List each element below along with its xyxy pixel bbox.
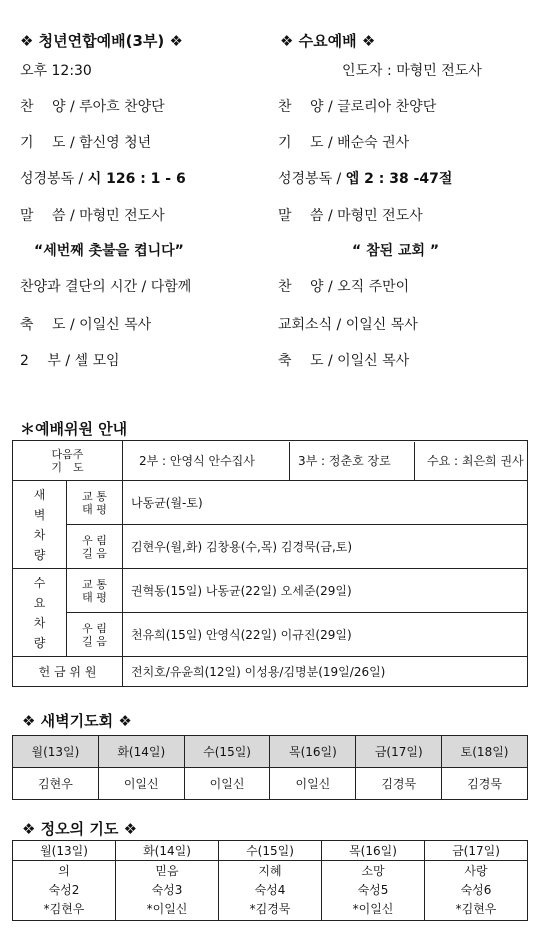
wed-after-1: 찬 양 / 오직 주만이: [278, 279, 410, 295]
noon-virtue: 숙성4: [254, 883, 286, 897]
noon-day: 월(13일): [13, 841, 116, 861]
wed-after-3: 축 도 / 이일신 목사: [278, 353, 410, 369]
noon-cell: [322, 861, 425, 921]
wed-scripture-label: 성경봉독 /: [278, 171, 346, 187]
noon-day: 목(16일): [322, 841, 425, 861]
wed-after-2: 교회소식 / 이일신 목사: [278, 317, 418, 333]
dawn-day: 토(18일): [442, 736, 528, 768]
noon-leader: *김경묵: [249, 902, 291, 916]
dawn-day: 월(13일): [13, 736, 99, 768]
traffic-ch-4: 평: [96, 590, 107, 604]
committee-table: [12, 440, 528, 687]
next-week-wed: 수요 : 최은희 권사: [427, 454, 524, 468]
dawn-label-2: 벽: [33, 507, 46, 522]
noon-cell: [425, 861, 528, 921]
noon-theme: 사랑: [464, 864, 488, 878]
wed-label-2: 요: [33, 595, 46, 610]
wed-leader: 인도자 : 마형민 전도사: [342, 63, 482, 79]
dawn-leader: 이일신: [270, 768, 356, 800]
wed-label-4: 량: [33, 635, 46, 650]
youth-sermon: 말 씀 / 마형민 전도사: [20, 208, 165, 224]
noon-theme: 소망: [361, 864, 385, 878]
noon-cell: [13, 861, 116, 921]
route-ch-4: 음: [96, 634, 107, 648]
route-ch-4: 음: [96, 546, 107, 560]
wed-vehicle-label: [13, 569, 67, 657]
noon-virtue: 숙성5: [357, 883, 389, 897]
dawn-leader: 김현우: [13, 768, 99, 800]
route-ch-1: 우: [82, 621, 93, 635]
wed-scripture-ref: 엡 2 : 38 -47절: [345, 171, 453, 187]
dawn-leader: 이일신: [184, 768, 270, 800]
route-ch-2: 림: [96, 533, 107, 547]
traffic-ch-1: 교: [82, 577, 93, 591]
youth-scripture: [20, 168, 186, 188]
wed-route-label: [67, 613, 123, 657]
youth-sermon-title: “세번째 촛불을 켭니다”: [34, 243, 184, 259]
next-week-label-cell: [13, 441, 123, 481]
noon-day: 금(17일): [425, 841, 528, 861]
dawn-leader: 김경묵: [442, 768, 528, 800]
wed-praise: 찬 양 / 글로리아 찬양단: [278, 99, 437, 115]
dawn-prayer-title: ❖ 새벽기도회 ❖: [22, 712, 132, 730]
next-week-label-1: 다음주: [51, 447, 84, 461]
dawn-leader: 김경묵: [356, 768, 442, 800]
wed-worship-title: ❖ 수요예배 ❖: [280, 32, 376, 50]
noon-day: 수(15일): [219, 841, 322, 861]
noon-cell: [219, 861, 322, 921]
route-ch-1: 우: [82, 533, 93, 547]
dawn-day: 금(17일): [356, 736, 442, 768]
noon-cell: [116, 861, 219, 921]
dawn-label-1: 새: [33, 487, 46, 502]
offering-value: 전치호/유윤희(12일) 이성용/김명분(19일/26일): [123, 657, 528, 687]
next-week-part3: 3부 : 정춘호 장로: [290, 442, 415, 480]
noon-virtue: 숙성2: [48, 883, 80, 897]
dawn-vehicle-label: [13, 481, 67, 569]
route-ch-3: 길: [82, 634, 93, 648]
wed-label-3: 차: [33, 615, 46, 630]
dawn-day: 수(15일): [184, 736, 270, 768]
youth-worship-time: 오후 12:30: [20, 63, 92, 79]
dawn-traffic-label: [67, 481, 123, 525]
wed-label-1: 수: [33, 575, 46, 590]
next-week-label-2: 기 도: [51, 460, 84, 474]
wed-traffic-label: [67, 569, 123, 613]
traffic-ch-3: 태: [82, 590, 93, 604]
wed-prayer: 기 도 / 배순숙 권사: [278, 135, 410, 151]
dawn-route-label: [67, 525, 123, 569]
youth-after-3: 2 부 / 셀 모임: [20, 353, 120, 369]
noon-leader: *이일신: [352, 902, 394, 916]
traffic-ch-2: 통: [96, 577, 107, 591]
wed-route-value: 천유희(15일) 안영식(22일) 이규진(29일): [123, 613, 528, 657]
dawn-label-4: 량: [33, 547, 46, 562]
wed-sermon: 말 씀 / 마형민 전도사: [278, 208, 423, 224]
noon-theme: 의: [58, 864, 70, 878]
wed-scripture: [278, 168, 452, 188]
next-week-prayer-cells: [123, 441, 528, 481]
noon-virtue: 숙성3: [151, 883, 183, 897]
youth-prayer: 기 도 / 함신영 청년: [20, 135, 152, 151]
traffic-ch-4: 평: [96, 502, 107, 516]
noon-theme: 지혜: [258, 864, 282, 878]
youth-worship-title: ❖ 청년연합예배(3부) ❖: [20, 32, 183, 50]
youth-praise: 찬 양 / 루아흐 찬양단: [20, 99, 165, 115]
noon-leader: *김현우: [43, 902, 85, 916]
noon-prayer-table: [12, 840, 528, 921]
youth-scripture-ref: 시 126 : 1 - 6: [87, 171, 186, 187]
dawn-day: 화(14일): [98, 736, 184, 768]
offering-label: 헌 금 위 원: [13, 657, 123, 687]
noon-prayer-title: ❖ 정오의 기도 ❖: [22, 820, 138, 838]
noon-theme: 믿음: [155, 864, 179, 878]
dawn-prayer-table: [12, 735, 528, 800]
noon-day: 화(14일): [116, 841, 219, 861]
youth-scripture-label: 성경봉독 /: [20, 171, 88, 187]
dawn-leader: 이일신: [98, 768, 184, 800]
noon-virtue: 숙성6: [460, 883, 492, 897]
dawn-traffic-value: 나동균(월-토): [123, 481, 528, 525]
committee-title: ＊예배위원 안내: [20, 420, 128, 438]
wed-traffic-value: 권혁동(15일) 나동균(22일) 오세준(29일): [123, 569, 528, 613]
dawn-day: 목(16일): [270, 736, 356, 768]
youth-after-1: 찬양과 결단의 시간 / 다함께: [20, 279, 192, 295]
dawn-route-value: 김현우(월,화) 김창용(수,목) 김경묵(금,토): [123, 525, 528, 569]
noon-leader: *이일신: [146, 902, 188, 916]
traffic-ch-2: 통: [96, 489, 107, 503]
wed-sermon-title: “ 참된 교회 ”: [352, 243, 440, 259]
route-ch-2: 림: [96, 621, 107, 635]
noon-leader: *김현우: [455, 902, 497, 916]
traffic-ch-3: 태: [82, 502, 93, 516]
route-ch-3: 길: [82, 546, 93, 560]
next-week-part2: 2부 : 안영식 안수집사: [123, 442, 290, 480]
dawn-label-3: 차: [33, 527, 46, 542]
youth-after-2: 축 도 / 이일신 목사: [20, 317, 152, 333]
traffic-ch-1: 교: [82, 489, 93, 503]
